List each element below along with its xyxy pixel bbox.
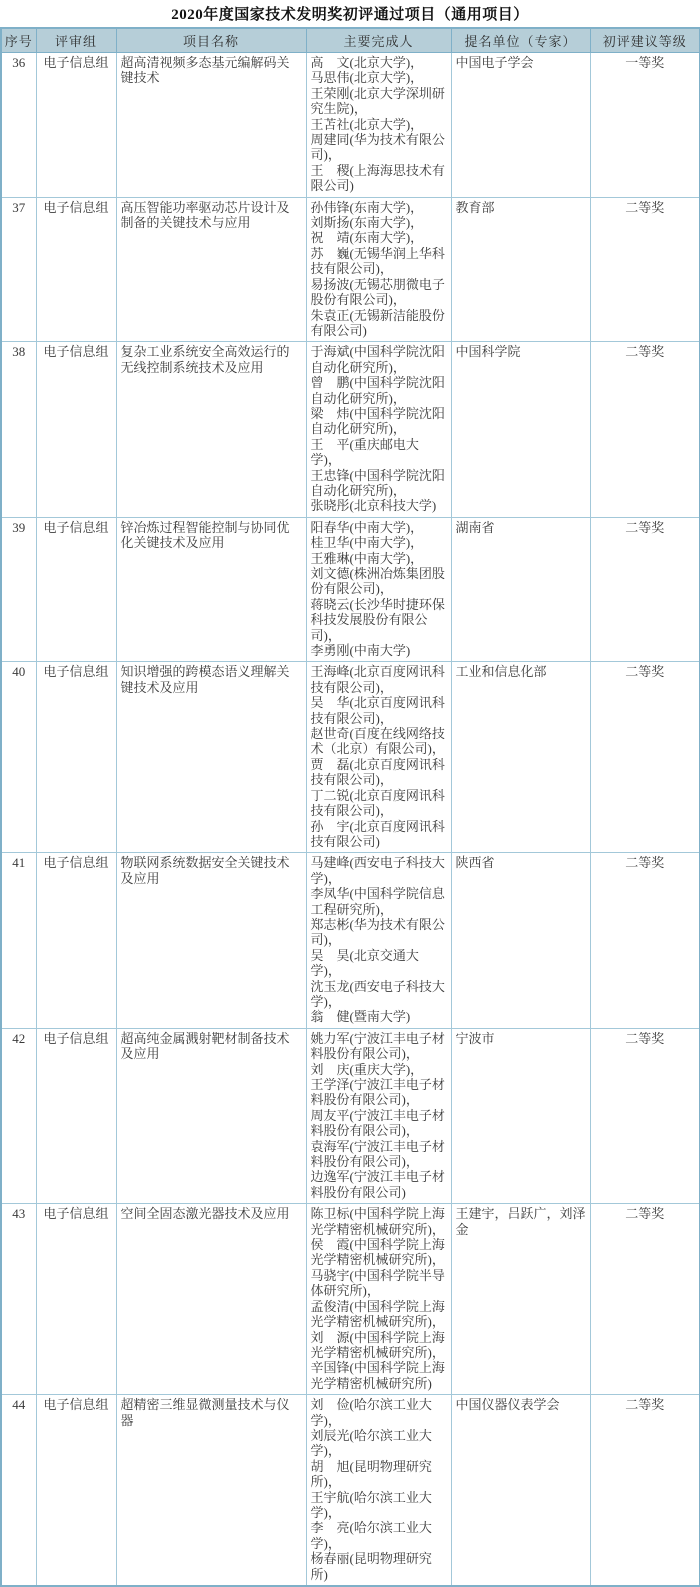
contributor-line: 周建同(华为技术有限公司)， (310, 132, 445, 163)
contributor-line: 马骁宇(中国科学院半导体研究所)， (310, 1267, 445, 1299)
contributor-line: 朱袁正(无锡新洁能股份有限公司) (310, 307, 445, 338)
grade-cell: 二等奖 (590, 1204, 700, 1395)
contributors-cell (306, 1395, 451, 1586)
review-group-cell: 电子信息组 (36, 853, 116, 1028)
column-header: 主要完成人 (306, 28, 451, 53)
nominator-cell: 陕西省 (451, 853, 590, 1028)
project-name-cell: 锌冶炼过程智能控制与协同优化关键技术及应用 (116, 517, 306, 662)
contributor-line: 苏 巍(无锡华润上华科技有限公司)， (310, 245, 445, 277)
contributor-line: 王 平(重庆邮电大学)， (310, 436, 419, 468)
table-row (1, 517, 700, 662)
contributor-line: 侯 霞(中国科学院上海光学精密机械研究所)， (310, 1237, 445, 1268)
contributor-line: 丁二锐(北京百度网讯科技有限公司)， (310, 787, 445, 819)
contributor-line: 沈玉龙(西安电子科技大学)， (310, 978, 445, 1009)
nominator-cell: 湖南省 (451, 517, 590, 662)
column-header: 评审组 (36, 28, 116, 53)
contributor-line: 贾 磊(北京百度网讯科技有限公司)， (310, 756, 445, 788)
contributor-line: 李凤华(中国科学院信息工程研究所)， (310, 886, 445, 917)
contributor-line: 袁海军(宁波江丰电子材料股份有限公司)， (310, 1138, 445, 1170)
review-group-cell: 电子信息组 (36, 1395, 116, 1586)
table-row (1, 342, 700, 517)
contributor-line: 辛国锋(中国科学院上海光学精密机械研究所) (310, 1360, 445, 1391)
grade-cell: 二等奖 (590, 853, 700, 1028)
contributor-line: 王忠锋(中国科学院沈阳自动化研究所)， (310, 467, 445, 498)
contributor-line: 翁 健(暨南大学) (310, 1009, 411, 1025)
contributor-line: 周友平(宁波江丰电子材料股份有限公司)， (310, 1107, 445, 1139)
project-name-cell: 超高纯金属溅射靶材制备技术及应用 (116, 1028, 306, 1203)
review-group-cell: 电子信息组 (36, 1028, 116, 1203)
contributor-line: 王学泽(宁波江丰电子材料股份有限公司)， (310, 1077, 445, 1108)
column-header: 初评建议等级 (590, 28, 700, 53)
review-group-cell: 电子信息组 (36, 53, 116, 198)
serial-number-cell: 36 (1, 53, 36, 198)
contributor-line: 刘文德(株洲冶炼集团股份有限公司)， (310, 566, 445, 597)
contributor-line: 王 稷(上海海思技术有限公司) (310, 162, 445, 194)
contributor-line: 王苫社(北京大学)， (310, 116, 424, 132)
table-row (1, 853, 700, 1028)
contributor-line: 杨春丽(昆明物理研究所) (310, 1551, 432, 1582)
serial-number-cell: 41 (1, 853, 36, 1028)
contributor-line: 李勇刚(中南大学) (310, 643, 411, 659)
contributor-line: 刘斯扬(东南大学)， (310, 215, 424, 231)
serial-number-cell: 38 (1, 342, 36, 517)
review-group-cell: 电子信息组 (36, 342, 116, 517)
contributors-cell (306, 197, 451, 342)
table-row (1, 1395, 700, 1586)
table-row (1, 197, 700, 342)
contributor-line: 刘辰光(哈尔滨工业大学)， (310, 1427, 432, 1459)
contributor-line: 姚力军(宁波江丰电子材料股份有限公司)， (310, 1030, 445, 1062)
grade-cell: 一等奖 (590, 53, 700, 198)
contributor-line: 刘 源(中国科学院上海光学精密机械研究所)， (310, 1329, 445, 1360)
column-header: 项目名称 (116, 28, 306, 53)
nominator-cell: 中国科学院 (451, 342, 590, 517)
nominator-cell: 工业和信息化部 (451, 662, 590, 853)
contributor-line: 高 文(北京大学)， (310, 55, 424, 70)
contributor-line: 陈卫标(中国科学院上海光学精密机械研究所)， (310, 1206, 445, 1237)
contributor-line: 马思伟(北京大学)， (310, 70, 424, 86)
contributor-line: 胡 旭(昆明物理研究所)， (310, 1458, 432, 1490)
grade-cell: 二等奖 (590, 342, 700, 517)
nominator-cell: 王建宇，吕跃广，刘泽金 (451, 1204, 590, 1395)
contributor-line: 蒋晓云(长沙华时捷环保科技发展股份有限公司)， (310, 596, 445, 643)
header-row (1, 28, 700, 53)
contributor-line: 曾 鹏(中国科学院沈阳自动化研究所)， (310, 375, 445, 406)
serial-number-cell: 44 (1, 1395, 36, 1586)
table-header (1, 28, 700, 53)
contributor-line: 孟俊清(中国科学院上海光学精密机械研究所)， (310, 1298, 445, 1330)
contributors-cell (306, 662, 451, 853)
contributor-line: 马建峰(西安电子科技大学)， (310, 855, 445, 886)
project-name-cell: 知识增强的跨模态语义理解关键技术及应用 (116, 662, 306, 853)
contributor-line: 孙 宇(北京百度网讯科技有限公司) (310, 818, 445, 849)
table-row (1, 53, 700, 198)
review-group-cell: 电子信息组 (36, 517, 116, 662)
table-row (1, 1028, 700, 1203)
project-name-cell: 高压智能功率驱动芯片设计及制备的关键技术与应用 (116, 197, 306, 342)
grade-cell: 二等奖 (590, 197, 700, 342)
project-name-cell: 空间全固态激光器技术及应用 (116, 1204, 306, 1395)
project-name-cell: 超精密三维显微测量技术与仪器 (116, 1395, 306, 1586)
contributor-line: 边逸军(宁波江丰电子材料股份有限公司) (310, 1169, 445, 1200)
contributor-line: 王荣刚(北京大学深圳研究生院)， (310, 85, 445, 117)
contributor-line: 王雅琳(中南大学)， (310, 550, 424, 566)
serial-number-cell: 42 (1, 1028, 36, 1203)
grade-cell: 二等奖 (590, 662, 700, 853)
review-group-cell: 电子信息组 (36, 1204, 116, 1395)
contributor-line: 桂卫华(中南大学)， (310, 535, 424, 551)
contributor-line: 吴 华(北京百度网讯科技有限公司)， (310, 695, 445, 726)
contributors-cell (306, 1028, 451, 1203)
contributor-line: 阳春华(中南大学)， (310, 519, 424, 535)
contributor-line: 郑志彬(华为技术有限公司)， (310, 916, 445, 948)
serial-number-cell: 37 (1, 197, 36, 342)
page-title: 2020年度国家技术发明奖初评通过项目（通用项目） (171, 7, 529, 23)
contributor-line: 王宇航(哈尔滨工业大学)， (310, 1489, 432, 1520)
nominator-cell: 中国仪器仪表学会 (451, 1395, 590, 1586)
contributor-line: 祝 靖(东南大学)， (310, 230, 424, 246)
nominator-cell: 中国电子学会 (451, 53, 590, 198)
contributors-cell (306, 53, 451, 198)
grade-cell: 二等奖 (590, 1028, 700, 1203)
nominator-cell: 教育部 (451, 197, 590, 342)
table-row (1, 1204, 700, 1395)
contributors-cell (306, 517, 451, 662)
contributor-line: 易扬波(无锡芯朋微电子股份有限公司)， (310, 276, 445, 308)
column-header: 提名单位（专家） (451, 28, 590, 53)
project-name-cell: 复杂工业系统安全高效运行的无线控制系统技术及应用 (116, 342, 306, 517)
contributors-cell (306, 853, 451, 1028)
project-name-cell: 物联网系统数据安全关键技术及应用 (116, 853, 306, 1028)
serial-number-cell: 39 (1, 517, 36, 662)
review-group-cell: 电子信息组 (36, 197, 116, 342)
contributor-line: 吴 昊(北京交通大学)， (310, 947, 419, 979)
grade-cell: 二等奖 (590, 1395, 700, 1586)
project-name-cell: 超高清视频多态基元编解码关键技术 (116, 53, 306, 198)
contributor-line: 于海斌(中国科学院沈阳自动化研究所)， (310, 344, 445, 375)
contributor-line: 张晓彤(北京科技大学) (310, 498, 437, 514)
table-row (1, 662, 700, 853)
awards-table (0, 27, 700, 1587)
serial-number-cell: 40 (1, 662, 36, 853)
column-header: 序号 (1, 28, 36, 53)
review-group-cell: 电子信息组 (36, 662, 116, 853)
grade-cell: 二等奖 (590, 517, 700, 662)
contributor-line: 刘 俭(哈尔滨工业大学)， (310, 1397, 432, 1428)
contributor-line: 孙伟锋(东南大学)， (310, 199, 424, 215)
contributor-line: 李 亮(哈尔滨工业大学)， (310, 1520, 432, 1551)
table-body (1, 53, 700, 1587)
contributor-line: 赵世奇(百度在线网络技术（北京）有限公司)， (310, 726, 445, 757)
nominator-cell: 宁波市 (451, 1028, 590, 1203)
contributors-cell (306, 342, 451, 517)
contributor-line: 梁 炜(中国科学院沈阳自动化研究所)， (310, 405, 445, 437)
contributor-line: 刘 庆(重庆大学)， (310, 1061, 424, 1077)
serial-number-cell: 43 (1, 1204, 36, 1395)
contributor-line: 王海峰(北京百度网讯科技有限公司)， (310, 664, 445, 695)
contributors-cell (306, 1204, 451, 1395)
